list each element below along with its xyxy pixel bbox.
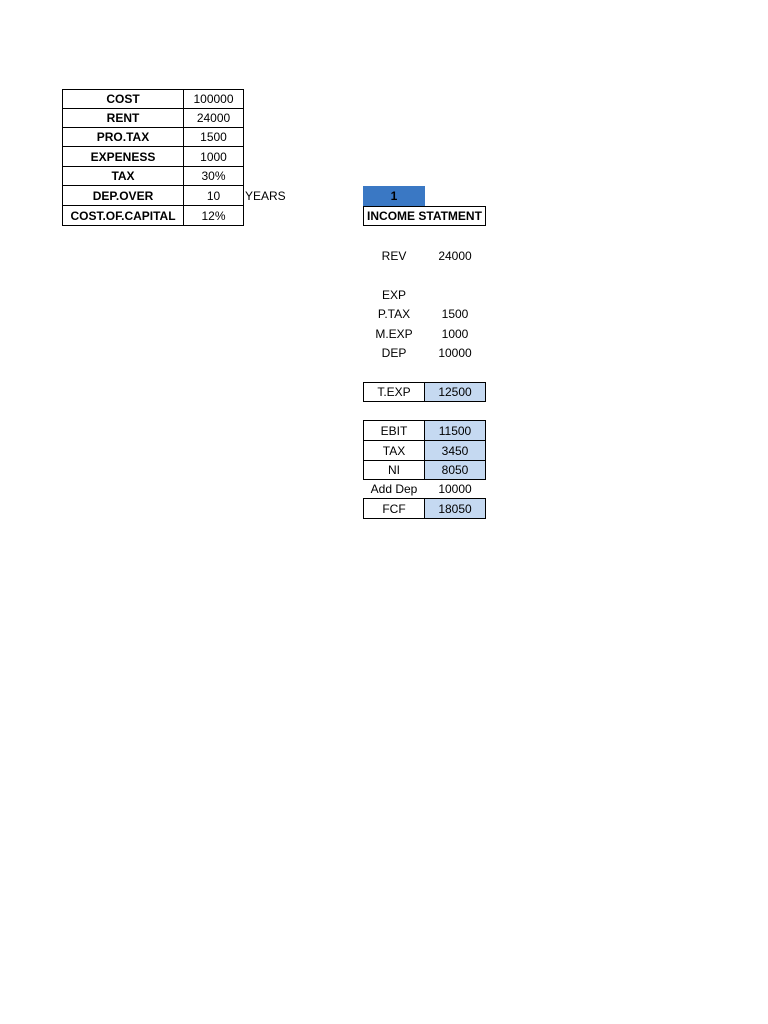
input-label-dep-over[interactable]: DEP.OVER (62, 185, 184, 206)
ptax-label[interactable]: P.TAX (377, 307, 411, 321)
dep-value[interactable]: 10000 (438, 346, 472, 360)
ebit-value[interactable]: 11500 (424, 420, 486, 441)
ptax-value[interactable]: 1500 (441, 307, 469, 321)
mexp-label[interactable]: M.EXP (375, 327, 413, 341)
dep-label[interactable]: DEP (381, 346, 407, 360)
ni-value[interactable]: 8050 (424, 460, 486, 480)
rev-label[interactable]: REV (381, 249, 407, 263)
input-value-dep-over[interactable]: 10 (183, 185, 244, 206)
input-label-cost-of-capital[interactable]: COST.OF.CAPITAL (62, 205, 184, 226)
year-header[interactable]: 1 (363, 186, 425, 206)
input-value-expenses[interactable]: 1000 (183, 146, 244, 167)
input-label-rent[interactable]: RENT (62, 108, 184, 128)
input-label-tax[interactable]: TAX (62, 166, 184, 186)
adddep-value[interactable]: 10000 (438, 482, 472, 496)
texp-label[interactable]: T.EXP (363, 382, 425, 402)
tax-value[interactable]: 3450 (424, 440, 486, 461)
rev-value[interactable]: 24000 (438, 249, 472, 263)
tax-label[interactable]: TAX (363, 440, 425, 461)
mexp-value[interactable]: 1000 (441, 327, 469, 341)
input-label-property-tax[interactable]: PRO.TAX (62, 127, 184, 147)
input-value-rent[interactable]: 24000 (183, 108, 244, 128)
texp-value[interactable]: 12500 (424, 382, 486, 402)
input-value-property-tax[interactable]: 1500 (183, 127, 244, 147)
ni-label[interactable]: NI (363, 460, 425, 480)
input-label-cost[interactable]: COST (62, 89, 184, 109)
fcf-value[interactable]: 18050 (424, 498, 486, 519)
input-label-expenses[interactable]: EXPENESS (62, 146, 184, 167)
adddep-label[interactable]: Add Dep (370, 482, 418, 496)
ebit-label[interactable]: EBIT (363, 420, 425, 441)
exp-label[interactable]: EXP (381, 288, 406, 302)
input-value-tax[interactable]: 30% (183, 166, 244, 186)
input-unit-years[interactable]: YEARS (245, 188, 286, 203)
input-value-cost-of-capital[interactable]: 12% (183, 205, 244, 226)
income-statement-title[interactable]: INCOME STATMENT (363, 206, 486, 226)
fcf-label[interactable]: FCF (363, 498, 425, 519)
input-value-cost[interactable]: 100000 (183, 89, 244, 109)
